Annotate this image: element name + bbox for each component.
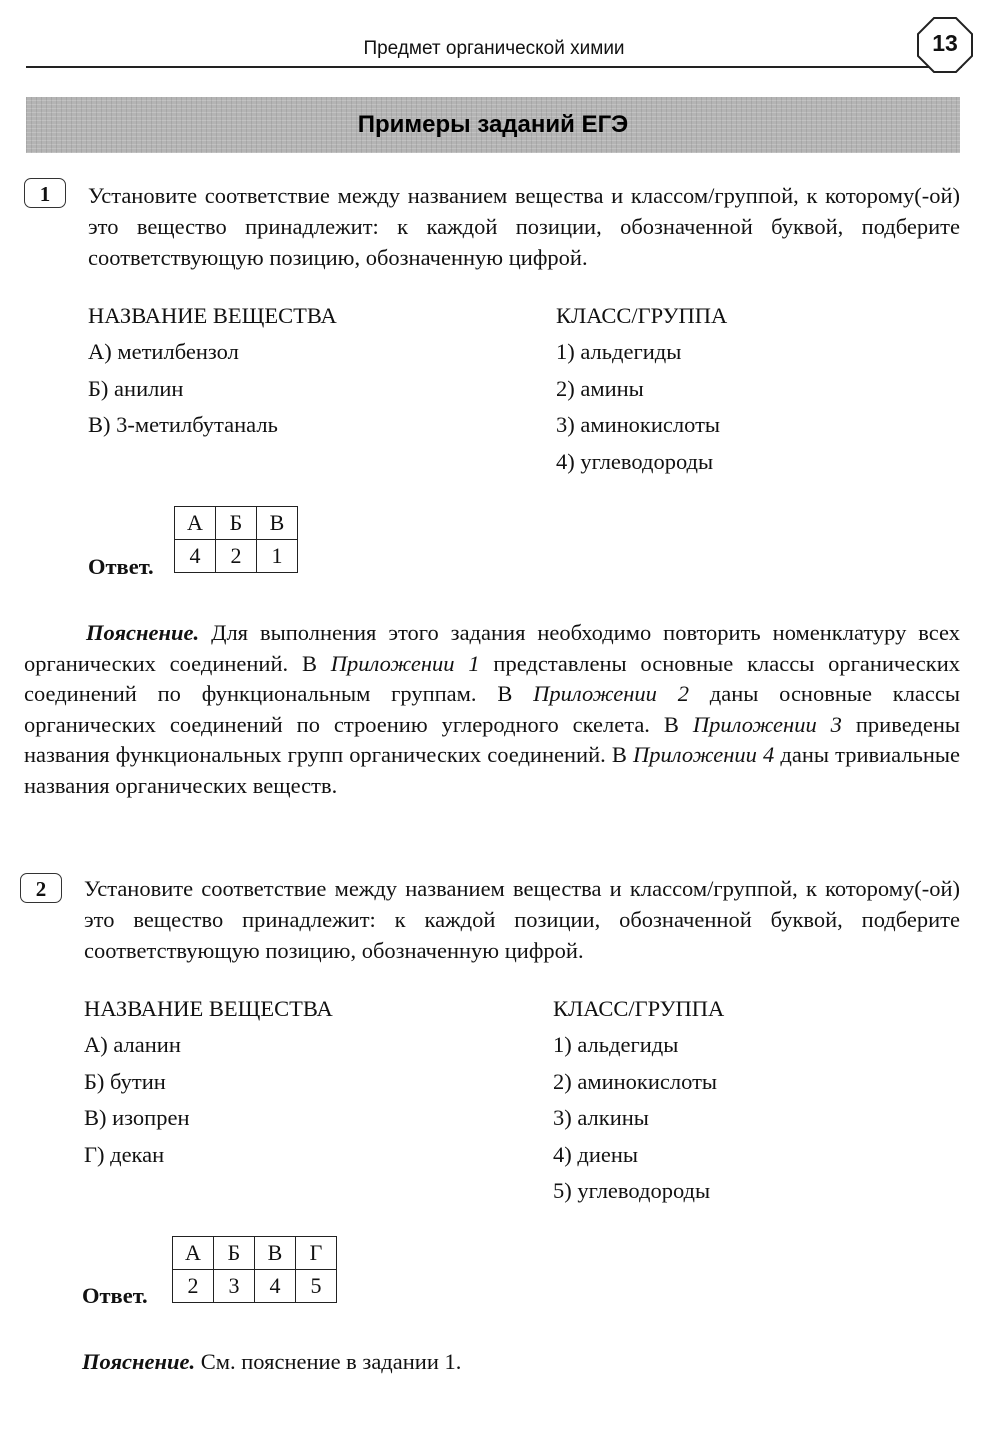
substance-item: Б) анилин: [88, 375, 184, 401]
class-item: 3) аминокислоты: [556, 412, 721, 437]
explanation-text: даны тривиальные названия органических веществ.: [24, 742, 960, 798]
task-1-prompt: Установите соответствие между названием вещества и классом/группой, к которому(-ой) это вещество принадлежит: к каждой позиции, обозначенной буквой, подберите соответствующую позицию, обозначенную цифрой.: [88, 183, 960, 270]
answer-letter: Г: [296, 1237, 337, 1270]
substance-item: В) 3-метилбутаналь: [88, 412, 278, 437]
task-2-classes: [553, 991, 724, 1210]
class-item: 1) альдегиды: [553, 1032, 679, 1057]
answer-digit: 2: [173, 1270, 214, 1303]
appendix-reference: Приложении 4: [633, 742, 775, 767]
answer-digits-row: [175, 540, 298, 573]
substance-item: Г) декан: [84, 1141, 165, 1167]
answer-letter: А: [173, 1237, 214, 1270]
answer-digit: 1: [257, 540, 298, 573]
task-2-prompt: Установите соответствие между названием вещества и классом/группой, к которому(-ой) это вещество принадлежит: к каждой позиции, обозначенной буквой, подберите соответствующую позицию, обозначенную цифрой.: [84, 876, 960, 963]
task-1-number: 1: [24, 178, 66, 208]
substance-item: А) метилбензол: [88, 339, 239, 364]
page-number-badge: [916, 16, 974, 74]
substance-column-header: НАЗВАНИЕ ВЕЩЕСТВА: [84, 996, 333, 1021]
answer-digits-row: [173, 1270, 337, 1303]
explanation-text: представлены основные классы органических соединений по функциональным группам. В: [24, 650, 960, 706]
class-column-header: КЛАСС/ГРУППА: [556, 303, 728, 328]
appendix-reference: Приложении 1: [330, 650, 480, 676]
substance-item: В) изопрен: [84, 1105, 190, 1130]
explanation-text: См. пояснение в задании 1.: [195, 1349, 462, 1374]
answer-letters-row: [173, 1237, 337, 1270]
answer-letter: А: [175, 507, 216, 540]
answer-digit: 3: [214, 1270, 255, 1303]
class-item: 3) алкины: [553, 1105, 649, 1130]
answer-letters-row: [175, 507, 298, 540]
class-item: 5) углеводороды: [553, 1178, 711, 1203]
explanation-text: даны основные классы органических соединений по строению углеродного скелета. В: [24, 681, 961, 737]
section-title: Примеры заданий ЕГЭ: [357, 111, 629, 138]
substance-column-header: НАЗВАНИЕ ВЕЩЕСТВА: [88, 303, 337, 328]
task-1-explanation: [24, 618, 960, 801]
answer-digit: 4: [255, 1270, 296, 1303]
appendix-reference: Приложении 2: [533, 681, 689, 706]
substance-item: Б) бутин: [84, 1068, 166, 1094]
class-item: 2) аминокислоты: [553, 1068, 718, 1094]
task-2-explanation: [82, 1347, 960, 1378]
class-item: 4) углеводороды: [556, 448, 714, 474]
answer-digit: 2: [216, 540, 257, 573]
task-2-substances: [84, 991, 333, 1173]
explanation-label: Пояснение.: [86, 620, 200, 645]
substance-item: А) аланин: [84, 1032, 181, 1057]
answer-digit: 4: [175, 540, 216, 573]
task-2-number: 2: [20, 873, 62, 903]
appendix-reference: Приложении 3: [692, 711, 842, 737]
task-2-answer-table: [172, 1236, 337, 1303]
class-item: 1) альдегиды: [556, 339, 682, 364]
task-2-answer-label: Ответ.: [82, 1283, 148, 1308]
answer-letter: Б: [214, 1237, 255, 1270]
explanation-text: Для выполнения этого задания необходимо повторить номенклатуру всех органических соединений. В: [24, 620, 960, 676]
task-1-classes: [556, 298, 727, 480]
explanation-text: приведены названия функциональных групп органических соединений. В: [24, 711, 960, 767]
page-header: [26, 26, 962, 68]
answer-letter: Б: [216, 507, 257, 540]
class-item: 2) амины: [556, 375, 644, 401]
task-1-substances: [88, 298, 337, 444]
running-title: Предмет органической химии: [363, 38, 625, 59]
section-banner: [26, 97, 960, 153]
answer-letter: В: [257, 507, 298, 540]
explanation-label: Пояснение.: [82, 1349, 196, 1374]
class-item: 4) диены: [553, 1141, 639, 1167]
page-number: 13: [932, 30, 958, 56]
task-1-answer-table: [174, 506, 298, 573]
class-column-header: КЛАСС/ГРУППА: [553, 996, 725, 1021]
task-1-answer-label: Ответ.: [88, 554, 154, 579]
answer-digit: 5: [296, 1270, 337, 1303]
answer-letter: В: [255, 1237, 296, 1270]
